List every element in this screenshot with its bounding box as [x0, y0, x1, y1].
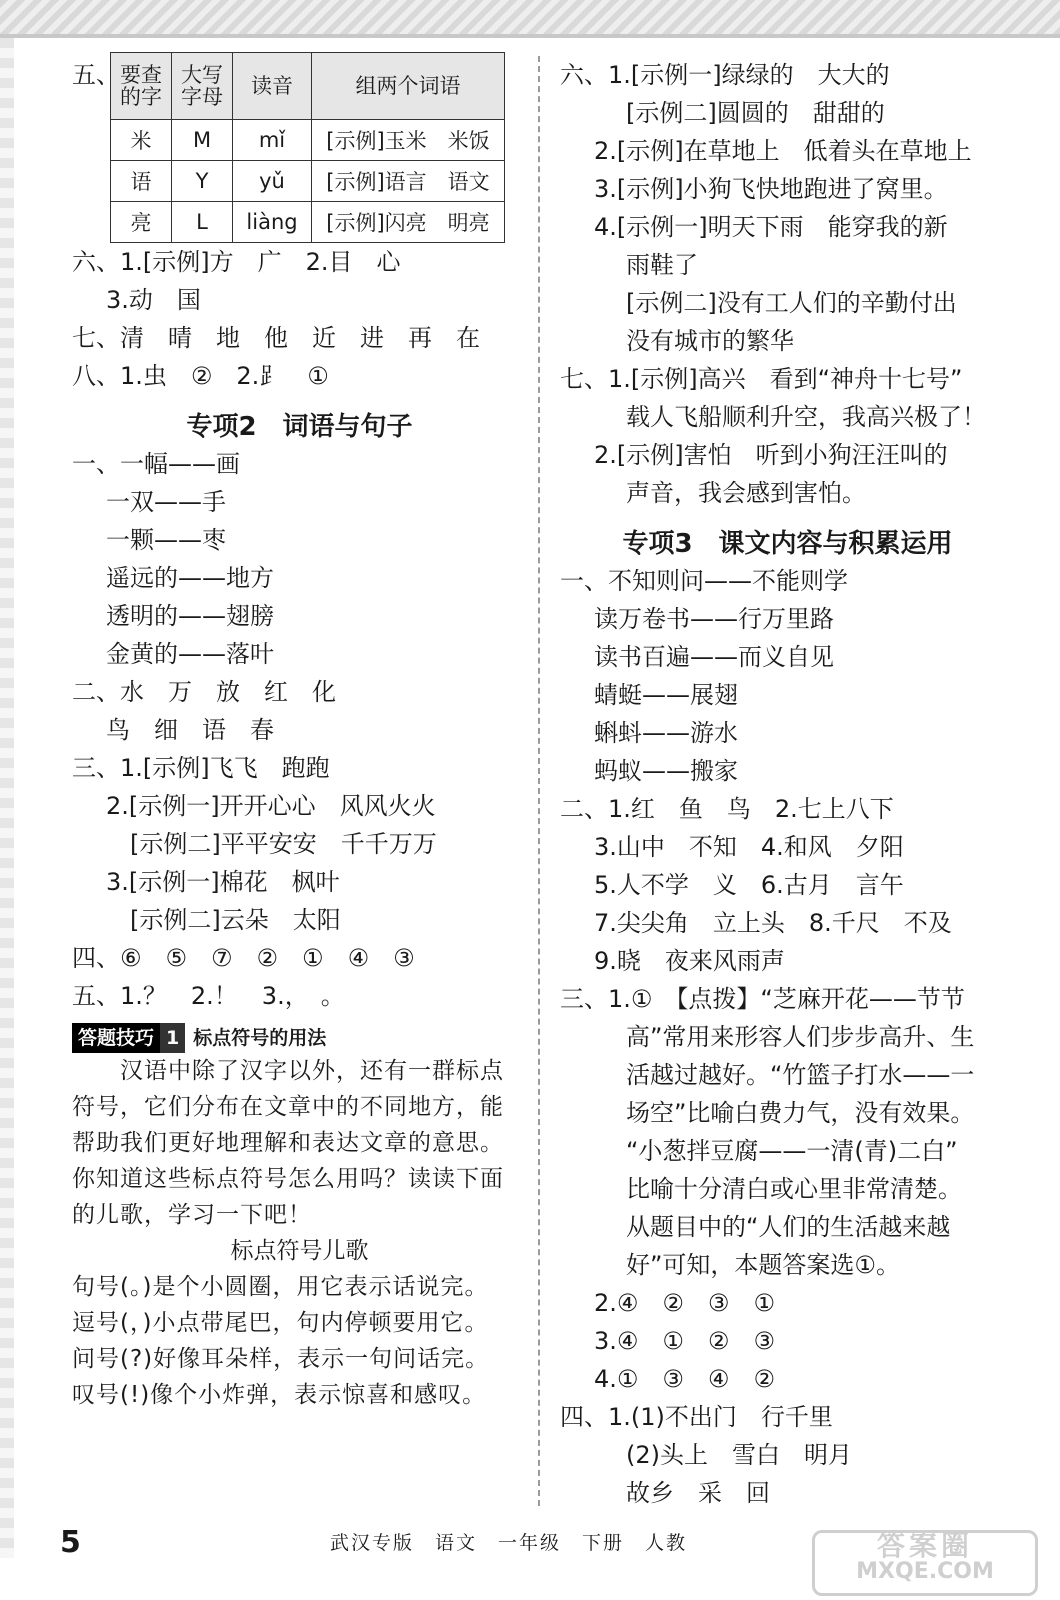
- table-cell: [示例]闪亮 明亮: [312, 202, 505, 243]
- answer-line: 9.晓 夜来风雨声: [594, 947, 785, 975]
- answer-line: 2.[示例]在草地上 低着头在草地上: [594, 137, 972, 165]
- table-cell: [示例]语言 语文: [312, 161, 505, 202]
- answer-line: 三、1.① 【点拨】“芝麻开花——节节: [560, 985, 965, 1013]
- table-cell: [示例]玉米 米饭: [312, 120, 505, 161]
- answer-line: [示例二]平平安安 千千万万: [130, 830, 437, 858]
- answer-line: 四、⑥ ⑤ ⑦ ② ① ④ ③: [72, 944, 415, 972]
- watermark-logo: 答案圈 MXQE.COM: [812, 1530, 1038, 1596]
- table-header-cell: 大写字母: [172, 53, 233, 120]
- character-table: [110, 52, 505, 243]
- top-decorative-band: [0, 0, 1060, 38]
- answer-line: 鸟 细 语 春: [106, 716, 274, 744]
- answer-line: 3.山中 不知 4.和风 夕阳: [594, 833, 904, 861]
- answer-line: 好”可知，本题答案选①。: [626, 1251, 900, 1279]
- table-row: [111, 161, 505, 202]
- left-answers-part-b: [72, 445, 527, 1015]
- table-cell: L: [172, 202, 233, 243]
- poem-line: 叹号(!)像个小炸弹，表示惊喜和感叹。: [72, 1382, 487, 1408]
- answer-line: 一双——手: [106, 488, 226, 516]
- answer-line: [示例二]没有工人们的辛勤付出: [626, 289, 957, 317]
- answer-line: (2)头上 雪白 明月: [626, 1441, 852, 1469]
- answer-line: 蚂蚁——搬家: [594, 757, 738, 785]
- poem-line: 句号(。)是个小圆圈，用它表示话说完。: [72, 1274, 489, 1300]
- answer-line: 2.[示例]害怕 听到小狗汪汪叫的: [594, 441, 948, 469]
- answer-line: 八、1.虫 ② 2.⻊ ①: [72, 362, 329, 390]
- table-cell: mǐ: [233, 120, 312, 161]
- column-divider: [538, 56, 540, 1506]
- table-header-cell: 组两个词语: [312, 53, 505, 120]
- table-cell: 语: [111, 161, 172, 202]
- answer-line: 声音，我会感到害怕。: [626, 479, 866, 507]
- poem-line: 问号(?)好像耳朵样，表示一句问话完。: [72, 1346, 490, 1372]
- right-answers-part-b: [560, 562, 1015, 1512]
- answer-line: [示例二]云朵 太阳: [130, 906, 341, 934]
- page-footer: [0, 1520, 1060, 1600]
- table-row: [111, 120, 505, 161]
- answer-line: 活越过越好。“竹篮子打水——一: [626, 1061, 975, 1089]
- answer-line: 一、不知则问——不能则学: [560, 567, 848, 595]
- tip-number: 1: [160, 1023, 185, 1053]
- answer-line: 5.人不学 义 6.古月 言午: [594, 871, 904, 899]
- answer-line: 一颗——枣: [106, 526, 226, 554]
- answer-line: 3.[示例一]棉花 枫叶: [106, 868, 340, 896]
- tip-paragraph: 汉语中除了汉字以外，还有一群标点符号，它们分布在文章中的不同地方，能帮助我们更好地理解和表达文章的意思。你知道这些标点符号怎么用吗？读读下面的儿歌，学习一下吧！: [72, 1058, 504, 1228]
- answer-line: 七、1.[示例]高兴 看到“神舟十七号”: [560, 365, 963, 393]
- answer-line: 载人飞船顺利升空，我高兴极了！: [626, 403, 986, 431]
- section-heading-3: 专项3 课文内容与积累运用: [622, 529, 953, 559]
- answer-line: 读万卷书——行万里路: [594, 605, 834, 633]
- answer-line: 3.[示例]小狗飞快地跑进了窝里。: [594, 175, 948, 203]
- answer-line: 3.动 国: [106, 286, 201, 314]
- answer-line: 四、1.(1)不出门 行千里: [560, 1403, 833, 1431]
- page-number: 5: [60, 1525, 81, 1560]
- answer-line: 七、清 晴 地 他 近 进 再 在: [72, 324, 480, 352]
- section-heading-2: 专项2 词语与句子: [186, 412, 413, 442]
- tip-paragraph-block: [72, 1053, 527, 1233]
- poem-title: 标点符号儿歌: [230, 1238, 369, 1264]
- footer-edition-info: 武汉专版 语文 一年级 下册 人教: [330, 1532, 688, 1554]
- tip-tag: 答题技巧: [72, 1023, 160, 1053]
- answer-line: 六、1.[示例]方 广 2.目 心: [72, 248, 401, 276]
- answer-line: 雨鞋了: [626, 251, 698, 279]
- answer-line: 读书百遍——而义自见: [594, 643, 834, 671]
- answer-line: 4.[示例一]明天下雨 能穿我的新: [594, 213, 948, 241]
- answer-line: 2.④ ② ③ ①: [594, 1289, 775, 1317]
- table-cell: liàng: [233, 202, 312, 243]
- tip-title: 标点符号的用法: [193, 1027, 327, 1049]
- answer-line: 二、1.红 鱼 鸟 2.七上八下: [560, 795, 894, 823]
- answer-line: 比喻十分清白或心里非常清楚。: [626, 1175, 962, 1203]
- left-page-edge: [0, 38, 14, 1558]
- answer-line: 五、1.？ 2.！ 3.， 。: [72, 982, 345, 1010]
- table-cell: Y: [172, 161, 233, 202]
- answer-line: 透明的——翅膀: [106, 602, 274, 630]
- table-cell: 亮: [111, 202, 172, 243]
- answer-line: 高”常用来形容人们步步高升、生: [626, 1023, 975, 1051]
- right-answers-part-a: [560, 56, 1015, 512]
- answer-line: 没有城市的繁华: [626, 327, 794, 355]
- section-5-label: 五、: [72, 61, 120, 89]
- table-row: [111, 202, 505, 243]
- answer-line: 遥远的——地方: [106, 564, 274, 592]
- answer-line: 故乡 采 回: [626, 1479, 770, 1507]
- answer-line: 三、1.[示例]飞飞 跑跑: [72, 754, 330, 782]
- left-column: [72, 56, 527, 1413]
- table-cell: M: [172, 120, 233, 161]
- poem-lines: [72, 1269, 527, 1413]
- left-answers-part-a: [72, 243, 527, 395]
- table-header-row: [111, 53, 505, 120]
- answer-line: 从题目中的“人们的生活越来越: [626, 1213, 951, 1241]
- answer-line: 场空”比喻白费力气，没有效果。: [626, 1099, 975, 1127]
- table-cell: yǔ: [233, 161, 312, 202]
- answer-line: “小葱拌豆腐——一清(青)二白”: [626, 1137, 958, 1165]
- answer-line: 7.尖尖角 立上头 8.千尺 不及: [594, 909, 952, 937]
- answer-line: 二、水 万 放 红 化: [72, 678, 336, 706]
- answer-line: [示例二]圆圆的 甜甜的: [626, 99, 885, 127]
- answer-line: 六、1.[示例一]绿绿的 大大的: [560, 61, 890, 89]
- poem-line: 逗号(，)小点带尾巴，句内停顿要用它。: [72, 1310, 489, 1336]
- right-column: [560, 56, 1015, 1512]
- answer-line: 一、一幅——画: [72, 450, 240, 478]
- answer-line: 3.④ ① ② ③: [594, 1327, 775, 1355]
- answer-line: 4.① ③ ④ ②: [594, 1365, 775, 1393]
- table-header-cell: 读音: [233, 53, 312, 120]
- answer-line: 金黄的——落叶: [106, 640, 274, 668]
- table-header-cell: 要查的字: [111, 53, 172, 120]
- answer-line: 2.[示例一]开开心心 风风火火: [106, 792, 436, 820]
- answer-line: 蜻蜓——展翅: [594, 681, 738, 709]
- answer-line: 蝌蚪——游水: [594, 719, 738, 747]
- tip-header: [72, 1023, 527, 1053]
- table-cell: 米: [111, 120, 172, 161]
